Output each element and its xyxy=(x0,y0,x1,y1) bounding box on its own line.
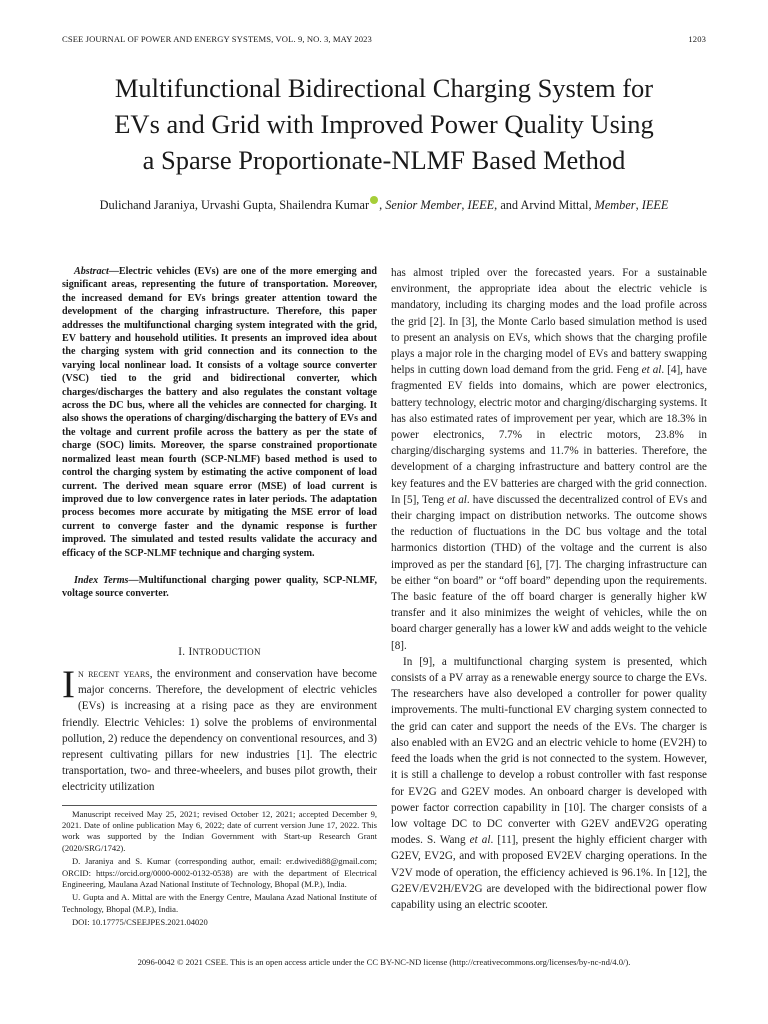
text-run: et al xyxy=(641,364,662,377)
running-header xyxy=(62,34,706,48)
body-paragraph xyxy=(391,654,707,913)
text-run: has almost tripled over the forecasted years. For a sustainable environment, the appropriate idea about the electric vehicle is mandatory, including its charging modes and the load profile across the grid [2]. In [3], the Monte Carlo based simulation method is used to present an analysis on EVs, which shows that the charging profile plays a major role in the charging model of EVs and battery swapping helps in cutting down load demand from the grid. Feng xyxy=(391,267,707,377)
section-cap: I xyxy=(188,645,193,658)
footnote-doi: DOI: 10.17775/CSEEJPES.2021.04020 xyxy=(72,917,208,928)
abstract-label: Abstract xyxy=(74,266,109,277)
right-column xyxy=(391,265,707,913)
text-run: In [9], a multifunctional charging system is presented, which consists of a PV array as a renewable energy source to charge the EVs. The researchers have also developed a controller for power quality improvements. The multi-functional EV charging system connected to the grid can cater and support the needs of the EVs. The charger is also enabled with an EV2G and an electric vehicle to home (EV2H) to feed the loads when the grid is not connected to the system. However, it is still a challenge to develop a robust controller with fast response for EV2G and G2EV modes. An onboard charger is developed with power factor correction capability in [10]. The charger consists of a low voltage DC to DC converter with G2EV andEV2G operating modes. S. Wang xyxy=(391,655,707,847)
author-sep: , xyxy=(461,198,468,212)
footnote-authors-2: U. Gupta and A. Mittal are with the Energy Centre, Maulana Azad National Institute of Technology, Bhopal (M.P.), India. xyxy=(62,892,377,914)
page-number: 1203 xyxy=(688,34,706,44)
title-line-1: Multifunctional Bidirectional Charging System for xyxy=(114,73,654,103)
section-numeral: I. xyxy=(178,645,189,658)
abstract xyxy=(62,265,377,560)
text-run: et al xyxy=(447,493,467,506)
index-terms-label: Index Terms xyxy=(74,574,129,586)
left-column xyxy=(62,265,377,929)
abstract-text: —Electric vehicles (EVs) are one of the more emerging and significant areas, representing the future of transportation. Moreover, the increased demand for EVs brings greater attention toward the development of the charging infrastructure. Therefore, this paper addresses the multifunctional charging system integrated with the grid, EV battery and household utilities. It presents an improved idea about the charging system with grid connection and its connection to the varying local nonlinear load. It consists of a voltage source converter (VSC) tied to the grid and bidirectional converter, which charges/discharges the battery and also regulates the constant voltage across the DC bus, where all the vehicles are connected for charging. It also shows the operations of charging/discharging the battery of EVs and the voltage and current profile across the battery as per the state of charge (SOC) limits. Moreover, the sparse constrained proportionate normalized least mean fourth (SCP-NLMF) based method is used to control the charging system by estimating the active component of load current. The derived mean square error (MSE) of load current is improved due to low convergence rates in later periods. The adaptation process becomes more accurate by mitigating the MSE error of load current to converge faster and the dynamic response is further improved. The simulated and tested results validate the accuracy and efficacy of the SCP-NLMF technique and charging system. xyxy=(62,266,377,559)
intro-first-words: n recent years, xyxy=(78,667,153,680)
intro-paragraph xyxy=(62,662,378,796)
footnote-manuscript: Manuscript received May 25, 2021; revised October 12, 2021; accepted December 9, 2021. Date of online publication May 6, 2022; date of current version June 17, 2022. This work was supported by the Indian Government with Start-up Research Grant (2020/SRG/1742). xyxy=(62,808,377,853)
author-list xyxy=(30,196,738,213)
ieee-label: IEEE xyxy=(641,198,669,212)
text-run: . [4], have fragmented EV fields into domains, which are power electronics, battery technology, electric motor and charging/discharging systems. It has also estimated rates of improvement per year, which are 18.3% in power electronics, 7.7% in electric motors, 23.8% in charging/discharging systems and 11.7% in batteries. Therefore, the development of a charging infrastructure and battery control are the key features and the EV batteries are charged with the grid connection. In [5], Teng xyxy=(391,364,707,506)
intro-text: the environment and conservation have become major concerns. Therefore, the development of electric vehicles (EVs) is increasing at a rising pace as they are environment friendly. Electric Vehicles: 1) solve the problems of environmental pollution, 2) reduce the dependency on conventional resources, and 3) represent cultivating pillars for new industries [1]. The electric transportation, two- and three-wheelers, and buses pilot growth, their electricity utilization xyxy=(62,667,378,794)
text-run: . have discussed the decentralized control of EVs and their charging impact on distribution networks. The outcome shows the reduction of fluctuations in the DC bus voltage and the total harmonics distortion (THD) of the voltage and the current is also improved as per the standard [6], [7]. The charging infrastructure can be either “on board” or “off board” depending upon the requirements. The basic feature of the off board charger is generally higher kW transfer and it also minimizes the weight of vehicles, while the on board charger generally has a lower kW and adds weight to the vehicle [8]. xyxy=(391,493,707,652)
author-names: Dulichand Jaraniya, Urvashi Gupta, Shailendra Kumar xyxy=(99,198,370,212)
title-line-3: a Sparse Proportionate-NLMF Based Method xyxy=(142,145,626,175)
body-paragraph xyxy=(391,265,707,654)
text-run: . [11], present the highly efficient charger with G2EV, EV2G, and with proposed EV2EV charging operations. In the V2V mode of operation, the efficiency achieved is 96.1%. In [12], the G2EV/EV2H/EV2G are developed with the bidirectional power flow capability using an electric scooter. xyxy=(391,834,708,911)
index-terms xyxy=(62,574,377,601)
orcid-icon[interactable] xyxy=(370,196,378,204)
footnote-authors-1: D. Jaraniya and S. Kumar (corresponding author, email: er.dwivedi88@gmail.com; ORCID: https://orcid.org/0000-0002-0132-0538) are with the department of Electrical Engineering, Maulana Azad National Institute of Technology, Bhopal (M.P.), India. xyxy=(62,856,377,890)
index-terms-text: —Multifunctional charging power quality, SCP-NLMF, voltage source converter. xyxy=(62,574,377,600)
title-line-2: EVs and Grid with Improved Power Quality Using xyxy=(114,109,654,139)
section-rest: NTRODUCTION xyxy=(192,646,261,657)
author-sep: , xyxy=(635,198,642,212)
senior-member-label: Senior Member xyxy=(385,198,462,212)
paper-title xyxy=(40,70,728,178)
section-heading-introduction xyxy=(62,644,377,660)
license-footer: 2096-0042 © 2021 CSEE. This is an open access article under the CC BY-NC-ND license (http://creativecommons.org/licenses/by-nc-nd/4.0/). xyxy=(137,957,631,967)
footnotes xyxy=(62,805,377,929)
journal-name: CSEE JOURNAL OF POWER AND ENERGY SYSTEMS, VOL. 9, NO. 3, MAY 2023 xyxy=(62,34,372,44)
author-names-2: , and Arvind Mittal, xyxy=(494,198,595,212)
member-label: Member xyxy=(594,198,636,212)
ieee-label: IEEE xyxy=(467,198,495,212)
text-run: et al xyxy=(469,834,491,847)
drop-cap: I xyxy=(62,662,75,706)
author-sep: , xyxy=(379,198,386,212)
